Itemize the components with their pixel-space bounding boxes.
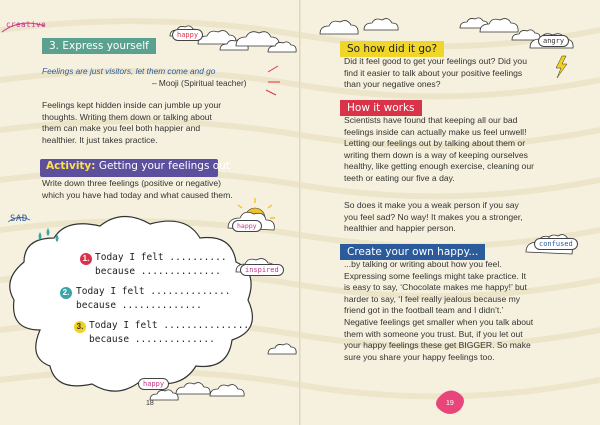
- right-paragraph-1: [344, 56, 584, 91]
- text-line: them with someone you trust. But, if you let out: [344, 328, 523, 339]
- heading-create-your-own-happy: Create your own happy...: [340, 244, 485, 260]
- activity-instructions: [42, 178, 292, 201]
- text-line: which you have had today and what caused them.: [42, 189, 233, 200]
- heading-how-it-works: How it works: [340, 100, 422, 116]
- text-line: ...by talking or writing about how you feel.: [344, 259, 502, 269]
- text-line: healthier and happier person.: [344, 223, 456, 234]
- prompt-1-because[interactable]: because ..............: [95, 266, 221, 277]
- text-line: Did it feel good to get your feelings out? Did you: [344, 56, 527, 66]
- activity-title: [46, 160, 230, 172]
- text-line: Scientists have found that keeping all our bad: [344, 115, 518, 125]
- text-line: is easy to say, ‘Chocolate makes me happy!’ but: [344, 282, 527, 293]
- text-line: Write down three feelings (positive or negative): [42, 178, 221, 188]
- text-line: your happy feelings these get BIGGER. So make: [344, 340, 531, 351]
- text-line: find it easier to talk about your positive feelings: [344, 67, 523, 78]
- right-paragraph-4: [344, 259, 584, 363]
- tag-inspired: inspired: [240, 264, 284, 276]
- tag-sad: SAD: [10, 214, 28, 224]
- text-line: Expressing some feelings might take practice. It: [344, 270, 526, 281]
- text-line: you feel sad? No way! It makes you a stronger,: [344, 211, 523, 222]
- right-paragraph-3: [344, 200, 584, 235]
- prompt-1-number: 1.: [80, 253, 92, 265]
- quote-text: Feelings are just visitors, let them come and go: [42, 66, 216, 76]
- right-paragraph-2: [344, 115, 584, 185]
- tag-confused: confused: [534, 238, 578, 250]
- prompt-3-because[interactable]: because ..............: [89, 334, 215, 345]
- text-line: thoughts. Writing them down or talking about: [42, 111, 212, 122]
- heading-how-did-it-go: So how did it go?: [340, 41, 444, 57]
- text-line: Letting our feelings out by talking about them or: [344, 138, 526, 149]
- text-line: them can make you feel both happier and: [42, 123, 201, 134]
- text-line: friend got in the football team and I didn’t.’: [344, 305, 504, 316]
- tag-angry: angry: [538, 35, 569, 47]
- prompt-2-felt[interactable]: Today I felt ..............: [76, 286, 231, 297]
- tag-happy-top: happy: [172, 29, 203, 41]
- tag-creative: creative: [6, 20, 47, 29]
- page-number-left: 18: [146, 400, 154, 407]
- prompt-2-because[interactable]: because ..............: [76, 300, 202, 311]
- text-line: healthy, like getting enough exercise, cleaning our: [344, 161, 534, 172]
- text-line: writing them down is a way of keeping ourselves: [344, 149, 528, 160]
- text-line: Negative feelings get smaller when you talk about: [344, 316, 534, 327]
- quote-author: – Mooji (Spiritual teacher): [152, 78, 247, 88]
- prompt-3-number: 3.: [74, 321, 86, 333]
- text-line: feelings inside can actually make us feel unwell!: [344, 126, 527, 137]
- prompt-3-felt[interactable]: Today I felt ...............: [89, 320, 250, 331]
- text-line: Feelings kept hidden inside can jumble up your: [42, 100, 222, 110]
- text-line: teeth or eating our five a day.: [344, 172, 455, 183]
- left-paragraph-1: [42, 100, 282, 146]
- tag-happy-sun: happy: [232, 220, 262, 232]
- tag-happy-bottom: happy: [138, 378, 169, 390]
- heading-express-yourself: 3. Express yourself: [42, 38, 156, 54]
- prompt-2-number: 2.: [60, 287, 72, 299]
- activity-label: Activity:: [46, 160, 96, 172]
- text-line: harder to say, ‘I feel really jealous because my: [344, 293, 521, 304]
- text-line: So does it make you a weak person if you say: [344, 200, 519, 210]
- text-line: than your negative ones?: [344, 79, 441, 90]
- text-line: sure you share your happy feelings too.: [344, 351, 495, 362]
- text-line: healthier. It just takes practice.: [42, 134, 158, 145]
- prompt-1-felt[interactable]: Today I felt ..........: [95, 252, 227, 263]
- right-page: [300, 0, 600, 425]
- page-number-right: 19: [446, 400, 454, 407]
- activity-title-text: Getting your feelings out: [98, 160, 230, 172]
